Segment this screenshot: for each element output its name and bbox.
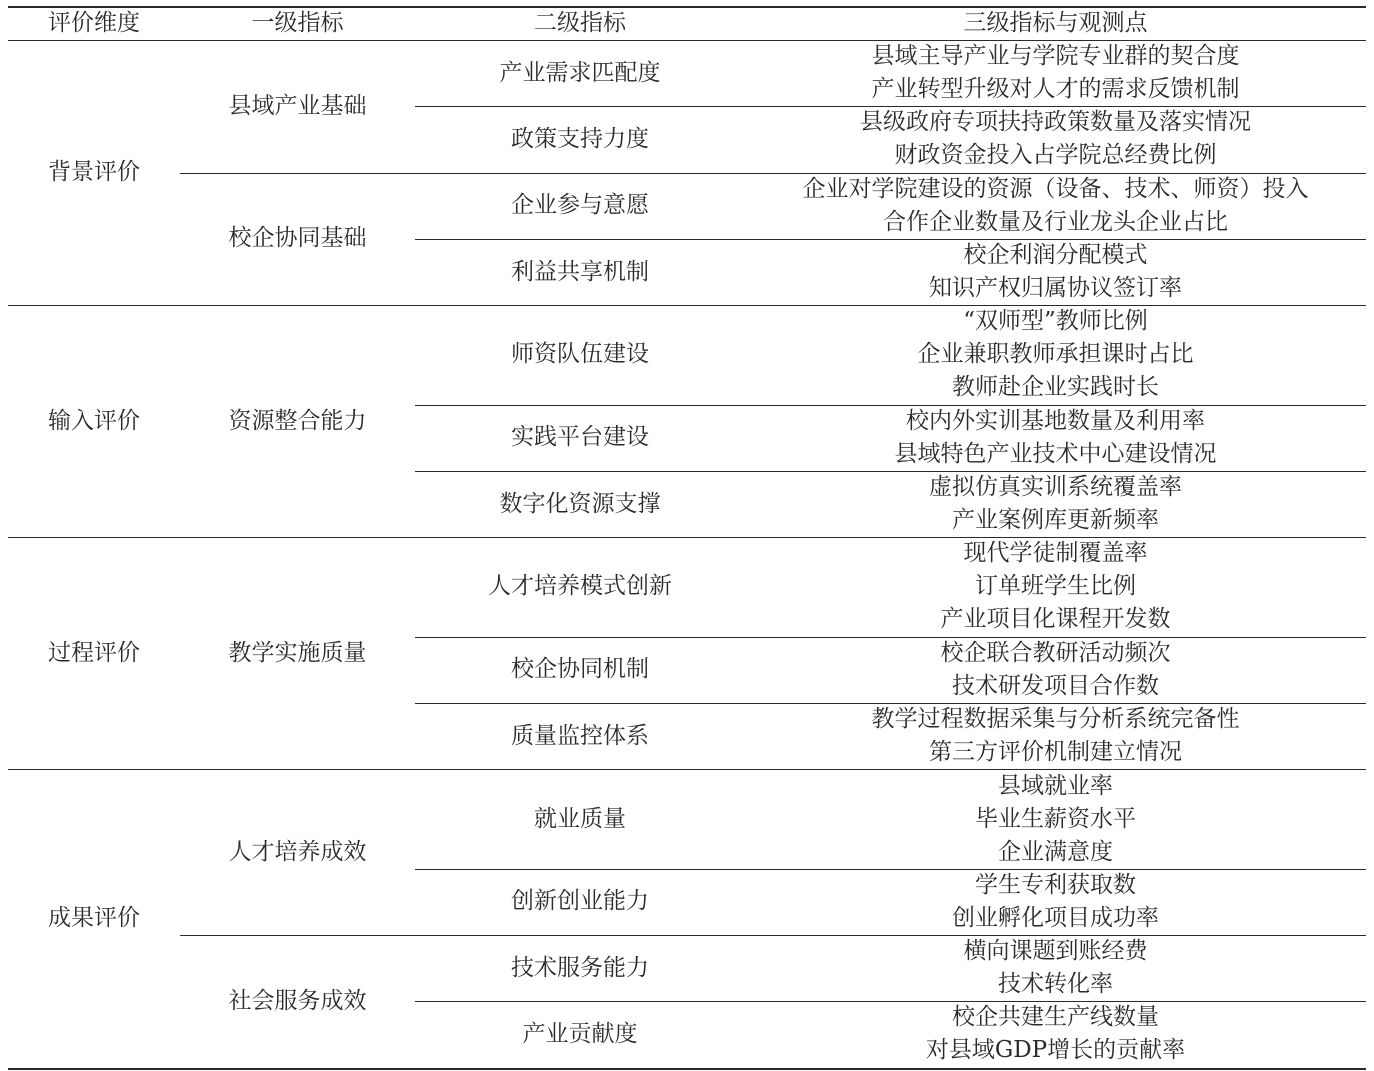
observation-point: 技术研发项目合作数: [952, 672, 1159, 699]
observation-point: 现代学徒制覆盖率: [963, 540, 1148, 567]
header-level2: 二级指标: [534, 10, 626, 36]
level2-indicator: 企业参与意愿: [511, 192, 649, 219]
observation-point: 产业转型升级对人才的需求反馈机制: [871, 76, 1240, 103]
level2-indicator: 技术服务能力: [511, 954, 649, 981]
level2-indicator: 利益共享机制: [511, 258, 649, 285]
level2-indicator: 创新创业能力: [511, 888, 649, 915]
observation-point: 对县域GDP增长的贡献率: [925, 1037, 1186, 1064]
observation-points-cell: [745, 471, 1366, 537]
observation-points-cell: [745, 637, 1366, 703]
observation-point: 创业孵化项目成功率: [952, 904, 1159, 931]
observation-points-cell: [745, 769, 1366, 868]
header-level3: 三级指标与观测点: [963, 10, 1148, 36]
observation-points-cell: [745, 405, 1366, 471]
observation-point: 订单班学生比例: [975, 573, 1136, 600]
observation-points-cell: [745, 40, 1366, 106]
level2-indicator: 实践平台建设: [511, 424, 649, 451]
level2-indicator: 就业质量: [534, 805, 626, 832]
header-level1: 一级指标: [251, 10, 344, 36]
observation-points-cell: [745, 239, 1366, 305]
observation-point: 校企利润分配模式: [963, 242, 1148, 269]
observation-point: 知识产权归属协议签订率: [929, 275, 1182, 302]
observation-point: 企业兼职教师承担课时占比: [917, 341, 1194, 368]
observation-points-cell: [745, 173, 1366, 239]
level2-indicator: 人才培养模式创新: [488, 573, 672, 600]
observation-point: 校企共建生产线数量: [952, 1004, 1159, 1031]
observation-points-cell: [745, 869, 1366, 935]
observation-point: “双师型”教师比例: [963, 308, 1148, 335]
observation-point: 第三方评价机制建立情况: [929, 739, 1182, 766]
level2-indicator: 产业需求匹配度: [499, 59, 661, 86]
observation-point: 教学过程数据采集与分析系统完备性: [871, 706, 1240, 733]
observation-points-cell: [745, 537, 1366, 636]
level2-indicator: 校企协同机制: [511, 656, 649, 683]
level1-indicator: 校企协同基础: [228, 225, 367, 252]
evaluation-dimension: 背景评价: [48, 159, 140, 186]
observation-points-cell: [745, 106, 1366, 172]
observation-point: 校企联合教研活动频次: [940, 639, 1171, 666]
observation-point: 县域主导产业与学院专业群的契合度: [871, 43, 1240, 70]
evaluation-dimension: 输入评价: [48, 407, 140, 434]
observation-point: 产业案例库更新频率: [952, 507, 1159, 534]
observation-point: 技术转化率: [998, 971, 1113, 998]
evaluation-dimension: 过程评价: [48, 639, 140, 666]
bottom-rule: [8, 1068, 1366, 1070]
level1-indicator: 县域产业基础: [228, 92, 367, 119]
observation-point: 教师赴企业实践时长: [952, 374, 1159, 401]
level2-indicator: 政策支持力度: [511, 125, 649, 152]
observation-point: 合作企业数量及行业龙头企业占比: [883, 208, 1228, 235]
observation-points-cell: [745, 305, 1366, 404]
observation-points-cell: [745, 1001, 1366, 1067]
level2-indicator: 师资队伍建设: [511, 341, 649, 368]
observation-point: 学生专利获取数: [975, 871, 1136, 898]
header-dimension: 评价维度: [48, 10, 140, 36]
observation-points-cell: [745, 703, 1366, 769]
level2-indicator: 质量监控体系: [511, 722, 649, 749]
level2-indicator: 产业贡献度: [522, 1020, 638, 1047]
level1-indicator: 社会服务成效: [228, 987, 367, 1014]
observation-point: 财政资金投入占学院总经费比例: [894, 142, 1217, 169]
observation-point: 产业项目化课程开发数: [940, 606, 1171, 633]
observation-point: 虚拟仿真实训系统覆盖率: [929, 474, 1182, 501]
observation-point: 县域特色产业技术中心建设情况: [894, 440, 1217, 467]
level1-indicator: 人才培养成效: [228, 838, 367, 865]
observation-point: 毕业生薪资水平: [975, 805, 1136, 832]
observation-point: 企业满意度: [998, 838, 1113, 865]
level1-indicator: 资源整合能力: [228, 407, 367, 434]
observation-point: 横向课题到账经费: [963, 938, 1148, 965]
observation-point: 县域就业率: [998, 772, 1113, 799]
observation-point: 校内外实训基地数量及利用率: [906, 407, 1205, 434]
observation-point: 县级政府专项扶持政策数量及落实情况: [860, 109, 1251, 136]
evaluation-dimension: 成果评价: [48, 904, 140, 931]
observation-points-cell: [745, 935, 1366, 1001]
observation-point: 企业对学院建设的资源（设备、技术、师资）投入: [802, 175, 1309, 202]
level2-indicator: 数字化资源支撑: [499, 490, 661, 517]
level1-indicator: 教学实施质量: [228, 639, 367, 666]
